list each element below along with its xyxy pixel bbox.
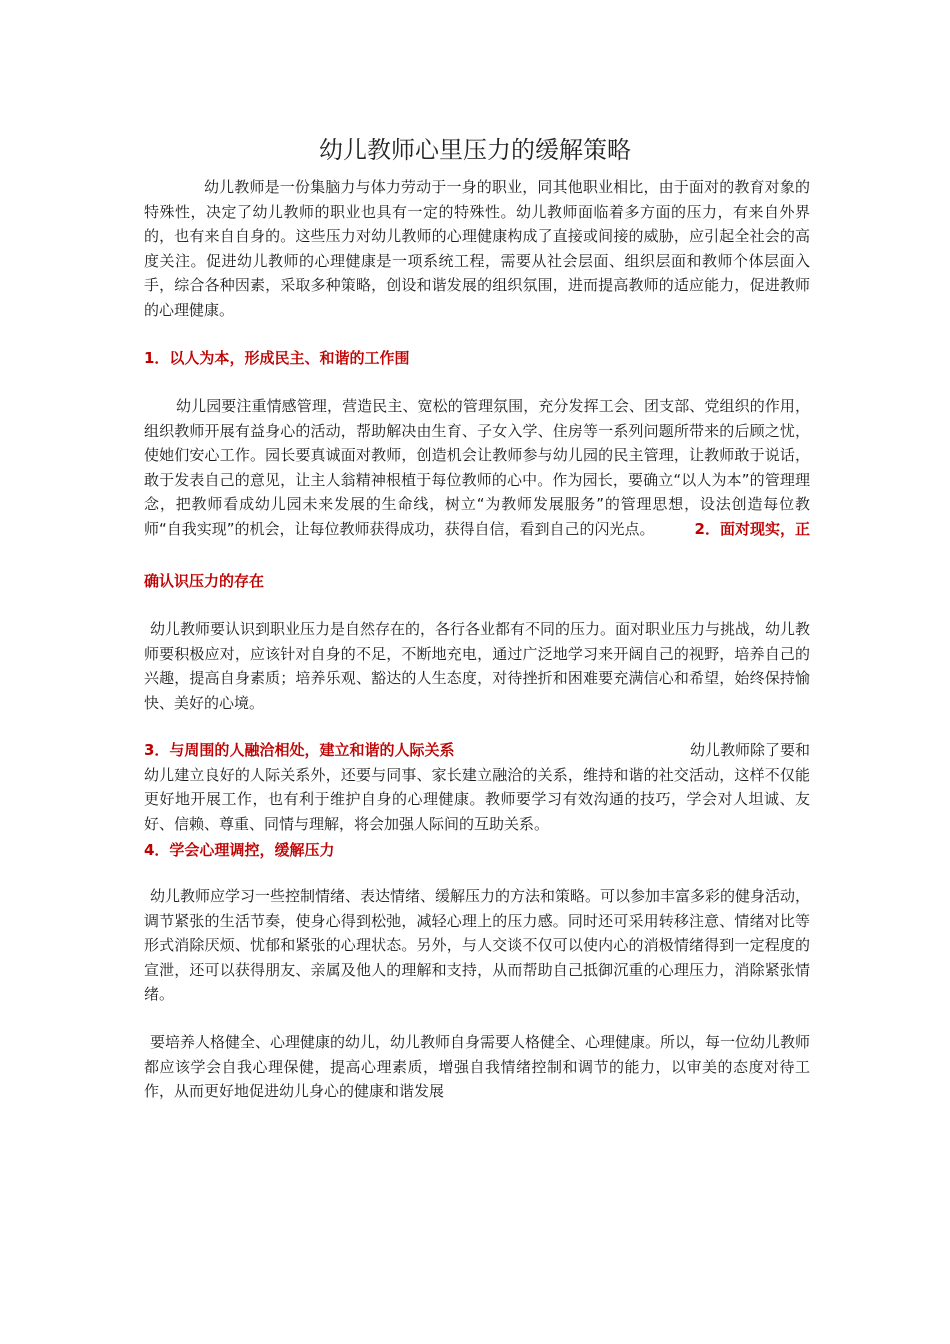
section-1-body <box>144 394 810 541</box>
section-2-heading-part1: 2．面对现实，正 <box>694 519 810 538</box>
document-title: 幼儿教师心里压力的缓解策略 <box>319 136 631 164</box>
section-1-heading: 1．以人为本，形成民主、和谐的工作围 <box>144 349 410 367</box>
section-2-heading-part2: 确认识压力的存在 <box>144 572 265 590</box>
section-3-heading: 3．与周围的人融洽相处，建立和谐的人际关系 <box>144 741 455 759</box>
section-4-body: 幼儿教师应学习一些控制情绪、表达情绪、缓解压力的方法和策略。可以参加丰富多彩的健身活动，调节紧张的生活节奏，使身心得到松弛，减轻心理上的压力感。同时还可采用转移注意、情绪对比等形式消除厌烦、忧郁和紧张的心理状态。另外，与人交谈不仅可以使内心的消极情绪得到一定程度的宣泄，还可以获得朋友、亲属及他人的理解和支持，从而帮助自己抵御沉重的心理压力，消除紧张情绪。 <box>144 887 811 1003</box>
section-2-body: 幼儿教师要认识到职业压力是自然存在的，各行各业都有不同的压力。面对职业压力与挑战，幼儿教师要积极应对，应该针对自身的不足，不断地充电，通过广泛地学习来开阔自己的视野，培养自己的兴趣，提高自身素质；培养乐观、豁达的人生态度，对待挫折和困难要充满信心和希望，始终保持愉快、美好的心境。 <box>144 620 811 712</box>
section-4-heading: 4．学会心理调控，缓解压力 <box>144 841 335 859</box>
conclusion-paragraph: 要培养人格健全、心理健康的幼儿，幼儿教师自身需要人格健全、心理健康。所以，每一位幼儿教师都应该学会自我心理保健，提高心理素质，增强自我情绪控制和调节的能力，以审美的态度对待工作，从而更好地促进幼儿身心的健康和谐发展 <box>144 1033 811 1100</box>
intro-paragraph: 幼儿教师是一份集脑力与体力劳动于一身的职业，同其他职业相比，由于面对的教育对象的特殊性，决定了幼儿教师的职业也具有一定的特殊性。幼儿教师面临着多方面的压力，有来自外界的，也有来自自身的。这些压力对幼儿教师的心理健康构成了直接或间接的威胁，应引起全社会的高度关注。促进幼儿教师的心理健康是一项系统工程，需要从社会层面、组织层面和教师个体层面入手，综合各种因素，采取多种策略，创设和谐发展的组织氛围，进而提高教师的适应能力，促进教师的心理健康。 <box>144 178 810 319</box>
section-1-body-text: 幼儿园要注重情感管理，营造民主、宽松的管理氛围，充分发挥工会、团支部、党组织的作用，组织教师开展有益身心的活动，帮助解决由生育、子女入学、住房等一系列问题所带来的后顾之忧，使她们安心工作。园长要真诚面对教师，创造机会让教师参与幼儿园的民主管理，让教师敢于说话，敢于发表自己的意见，让主人翁精神根植于每位教师的心中。作为园长，要确立“以人为本”的管理理念，把教师看成幼儿园未来发展的生命线，树立“为教师发展服务”的管理思想，设法创造每位教师“自我实现”的机会，让每位教师获得成功，获得自信，看到自己的闪光点。 <box>144 397 810 538</box>
section-3-paragraph <box>144 738 810 836</box>
section-3-body-part1: 幼儿教师除了要和 <box>689 741 810 759</box>
section-3-body-part2: 幼儿建立良好的人际关系外，还要与同事、家长建立融洽的关系，维持和谐的社交活动，这样不仅能更好地开展工作，也有利于维护自身的心理健康。教师要学习有效沟通的技巧，学会对人坦诚、友好、信赖、尊重、同情与理解，将会加强人际间的互助关系。 <box>144 765 810 833</box>
